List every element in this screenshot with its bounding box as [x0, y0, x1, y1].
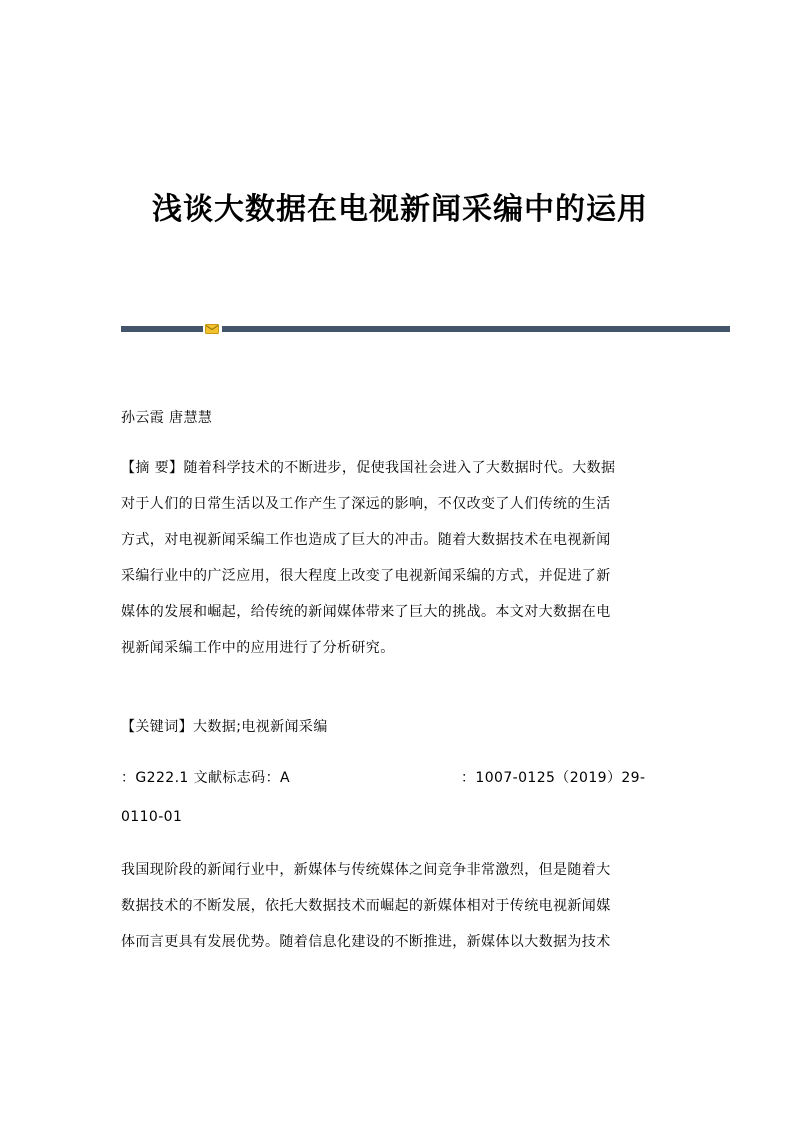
abstract-line: 采编行业中的广泛应用，很大程度上改变了电视新闻采编的方式，并促进了新 — [121, 568, 611, 584]
title-divider-right — [222, 326, 730, 332]
abstract-line: 对于人们的日常生活以及工作产生了深远的影响，不仅改变了人们传统的生活 — [121, 496, 611, 512]
envelope-icon — [205, 324, 219, 334]
body-paragraph — [121, 852, 681, 960]
author-line: 孙云霞 唐慧慧 — [121, 410, 213, 426]
body-line: 体而言更具有发展优势。随着信息化建设的不断推进，新媒体以大数据为技术 — [121, 934, 611, 950]
abstract-line: 方式，对电视新闻采编工作也造成了巨大的冲击。随着大数据技术在电视新闻 — [121, 532, 611, 548]
issn-code: ：1007-0125（2019）29- — [461, 770, 646, 786]
title-divider-left — [121, 326, 203, 332]
issn-code-continuation: 0110-01 — [121, 809, 183, 825]
document-title: 浅谈大数据在电视新闻采编中的运用 — [152, 192, 648, 227]
abstract-line: 媒体的发展和崛起，给传统的新闻媒体带来了巨大的挑战。本文对大数据在电 — [121, 604, 611, 620]
body-line: 我国现阶段的新闻行业中，新媒体与传统媒体之间竞争非常激烈，但是随着大 — [121, 862, 611, 878]
keywords-line: 【关键词】大数据;电视新闻采编 — [121, 719, 328, 735]
body-line: 数据技术的不断发展，依托大数据技术而崛起的新媒体相对于传统电视新闻媒 — [121, 898, 611, 914]
abstract-line: 【摘 要】随着科学技术的不断进步，促使我国社会进入了大数据时代。大数据 — [121, 460, 616, 476]
abstract-line: 视新闻采编工作中的应用进行了分析研究。 — [121, 640, 395, 656]
classification-code: ：G222.1 文献标志码：A — [121, 770, 290, 786]
abstract — [121, 450, 681, 666]
